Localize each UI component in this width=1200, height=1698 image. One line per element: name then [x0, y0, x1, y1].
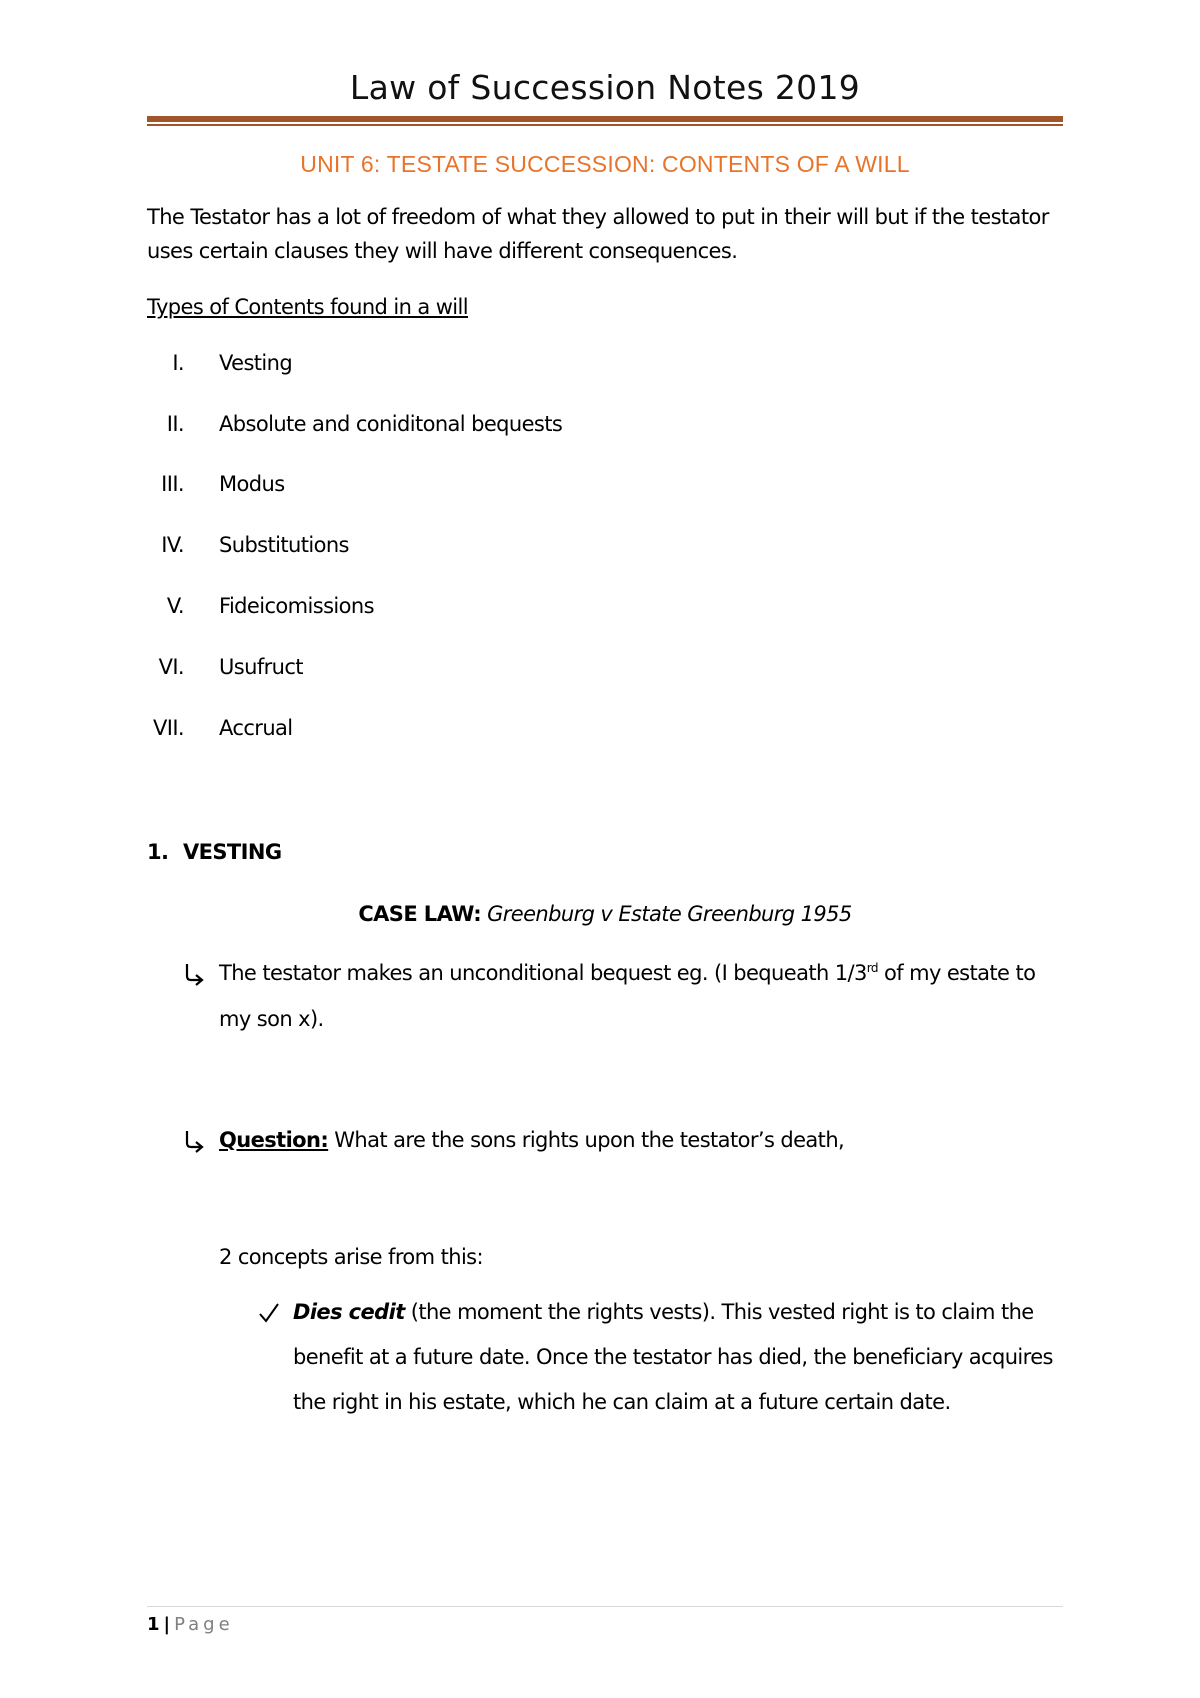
list-numeral: VII.: [152, 716, 184, 740]
case-law-label: CASE LAW:: [358, 902, 481, 926]
arrow-bullet-text: [219, 1117, 1063, 1163]
bequest-superscript: rd: [866, 961, 878, 975]
list-numeral: III.: [161, 472, 184, 496]
question-label: Question:: [219, 1128, 329, 1152]
list-numeral: IV.: [161, 533, 184, 557]
list-label: Fideicomissions: [219, 594, 374, 618]
list-label: Vesting: [219, 351, 293, 375]
list-numeral: I.: [172, 351, 184, 375]
list-label: Modus: [219, 472, 285, 496]
list-label: Accrual: [219, 716, 293, 740]
section-title: VESTING: [183, 840, 282, 864]
checkmark-icon: [257, 1290, 281, 1335]
header-rule-thick: [147, 116, 1063, 122]
footer-separator: |: [163, 1614, 171, 1635]
bequest-text-after: of my estate to my son x).: [219, 961, 1036, 1031]
arrow-bullet-item: [183, 950, 1063, 1042]
arrow-bullet-text: [219, 950, 1063, 1042]
bequest-text-before: The testator makes an unconditional bequest eg. (I bequeath 1/3: [219, 961, 867, 985]
header-rule-thin: [147, 124, 1063, 126]
list-numeral: VI.: [158, 655, 184, 679]
page-header-title: Law of Succession Notes 2019: [349, 68, 861, 107]
list-label: Absolute and coniditonal bequests: [219, 412, 563, 436]
list-label: Substitutions: [219, 533, 349, 557]
page-label: Page: [174, 1614, 234, 1635]
curved-arrow-icon: [183, 1117, 207, 1163]
arrow-bullet-item: [183, 1117, 1063, 1163]
case-law-line: [147, 902, 1063, 926]
curved-arrow-icon: [183, 950, 207, 996]
question-text: What are the sons rights upon the testator’s death,: [328, 1128, 845, 1152]
dies-cedit-term: Dies cedit: [293, 1300, 405, 1324]
checkmark-bullet-text: [293, 1290, 1063, 1425]
checkmark-bullet-item: [255, 1290, 1063, 1425]
section-heading-vesting: [147, 840, 281, 864]
unit-heading: UNIT 6: TESTATE SUCCESSION: CONTENTS OF A WILL: [300, 151, 910, 177]
list-numeral: II.: [166, 412, 184, 436]
list-numeral: V.: [166, 594, 184, 618]
page-number: 1: [147, 1614, 160, 1635]
section-number: 1.: [147, 840, 169, 864]
list-label: Usufruct: [219, 655, 303, 679]
page-footer: [147, 1614, 234, 1635]
types-heading: Types of Contents found in a will: [147, 295, 469, 319]
footer-rule: [147, 1606, 1063, 1607]
case-law-name: Greenburg v Estate Greenburg 1955: [487, 902, 852, 926]
concepts-intro: 2 concepts arise from this:: [219, 1245, 483, 1269]
dies-cedit-text: (the moment the rights vests). This vested right is to claim the benefit at a future date. Once the testator has died, the beneficiary acquires the right in his estate, which he can claim at a future certain date.: [293, 1300, 1053, 1414]
intro-paragraph: The Testator has a lot of freedom of what they allowed to put in their will but if the testator uses certain clauses they will have different consequences.: [147, 205, 1049, 263]
